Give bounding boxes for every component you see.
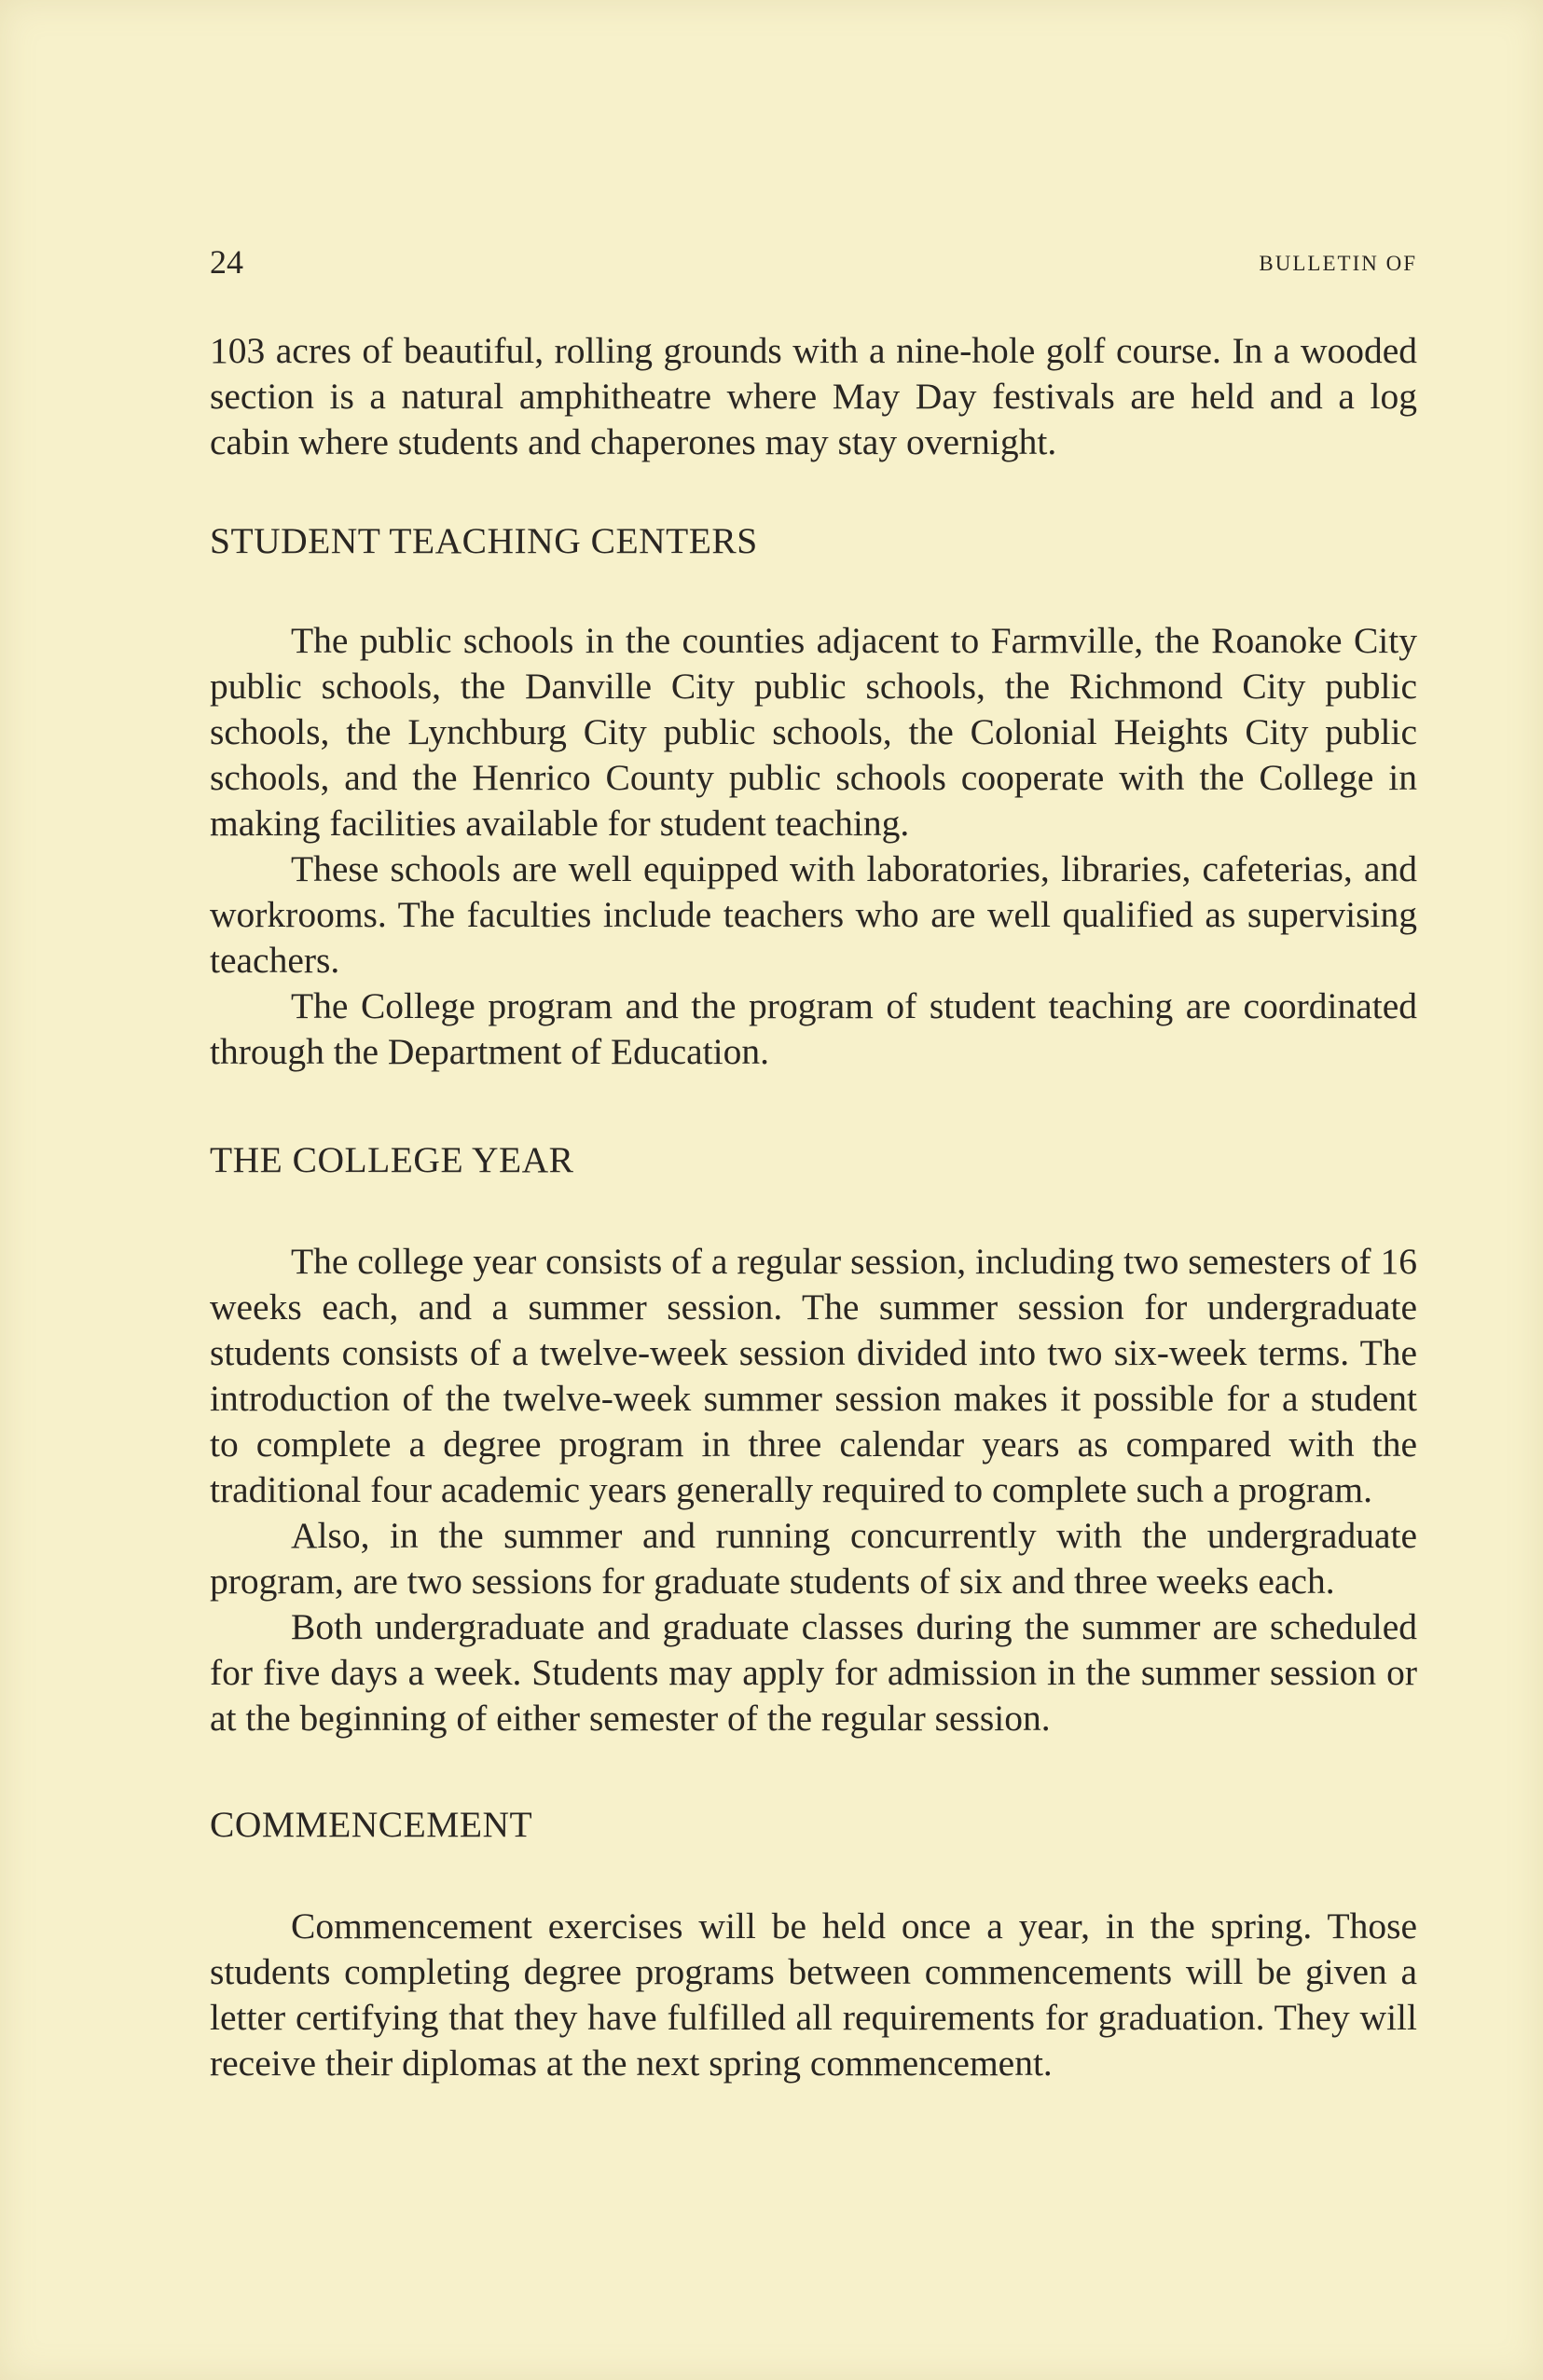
college-year-paragraph-3: Both undergraduate and graduate classes during the summer are scheduled for five days a week. Students may apply for admission in the summer session or at the beginning of either semester of the regular session. (210, 1606, 1417, 1739)
heading-student-teaching-centers: STUDENT TEACHING CENTERS (210, 520, 758, 561)
college-year-paragraph-1: The college year consists of a regular session, including two semesters of 16 weeks each, and a summer session. The summer session for undergraduate students consists of a twelve-week session divided into two six-week terms. The introduction of the twelve-week summer session makes it possible for a student to complete a degree program in three calendar years as compared with the traditional four academic years generally required to complete such a program. (210, 1241, 1417, 1510)
intro-paragraph: 103 acres of beautiful, rolling grounds with a nine-hole golf course. In a wooded section is a natural amphitheatre where May Day festivals are held and a log cabin where students and chaperones may stay overnight. (210, 330, 1417, 462)
page-header (210, 239, 1417, 285)
page-number: 24 (210, 243, 243, 281)
heading-the-college-year: THE COLLEGE YEAR (210, 1139, 574, 1180)
commencement-paragraph-1: Commencement exercises will be held once a year, in the spring. Those students completing degree programs between commencements will be given a letter certifying that they have fulfilled all requirements for graduation. They will receive their diplomas at the next spring commencement. (210, 1905, 1417, 2084)
page-body (210, 328, 1417, 2086)
running-head: BULLETIN OF (1259, 252, 1417, 275)
student-teaching-paragraph-2: These schools are well equipped with laboratories, libraries, cafeterias, and workrooms. The faculties include teachers who are well qualified as supervising teachers. (210, 848, 1417, 981)
student-teaching-paragraph-1: The public schools in the counties adjacent to Farmville, the Roanoke City public schools, the Danville City public schools, the Richmond City public schools, the Lynchburg City public schools, the Colonial Heights City public schools, and the Henrico County public schools cooperate with the College in making facilities available for student teaching. (210, 620, 1417, 844)
heading-commencement: COMMENCEMENT (210, 1804, 533, 1845)
college-year-paragraph-2: Also, in the summer and running concurrently with the undergraduate program, are two sessions for graduate students of six and three weeks each. (210, 1515, 1417, 1602)
student-teaching-paragraph-3: The College program and the program of student teaching are coordinated through the Department of Education. (210, 985, 1417, 1072)
